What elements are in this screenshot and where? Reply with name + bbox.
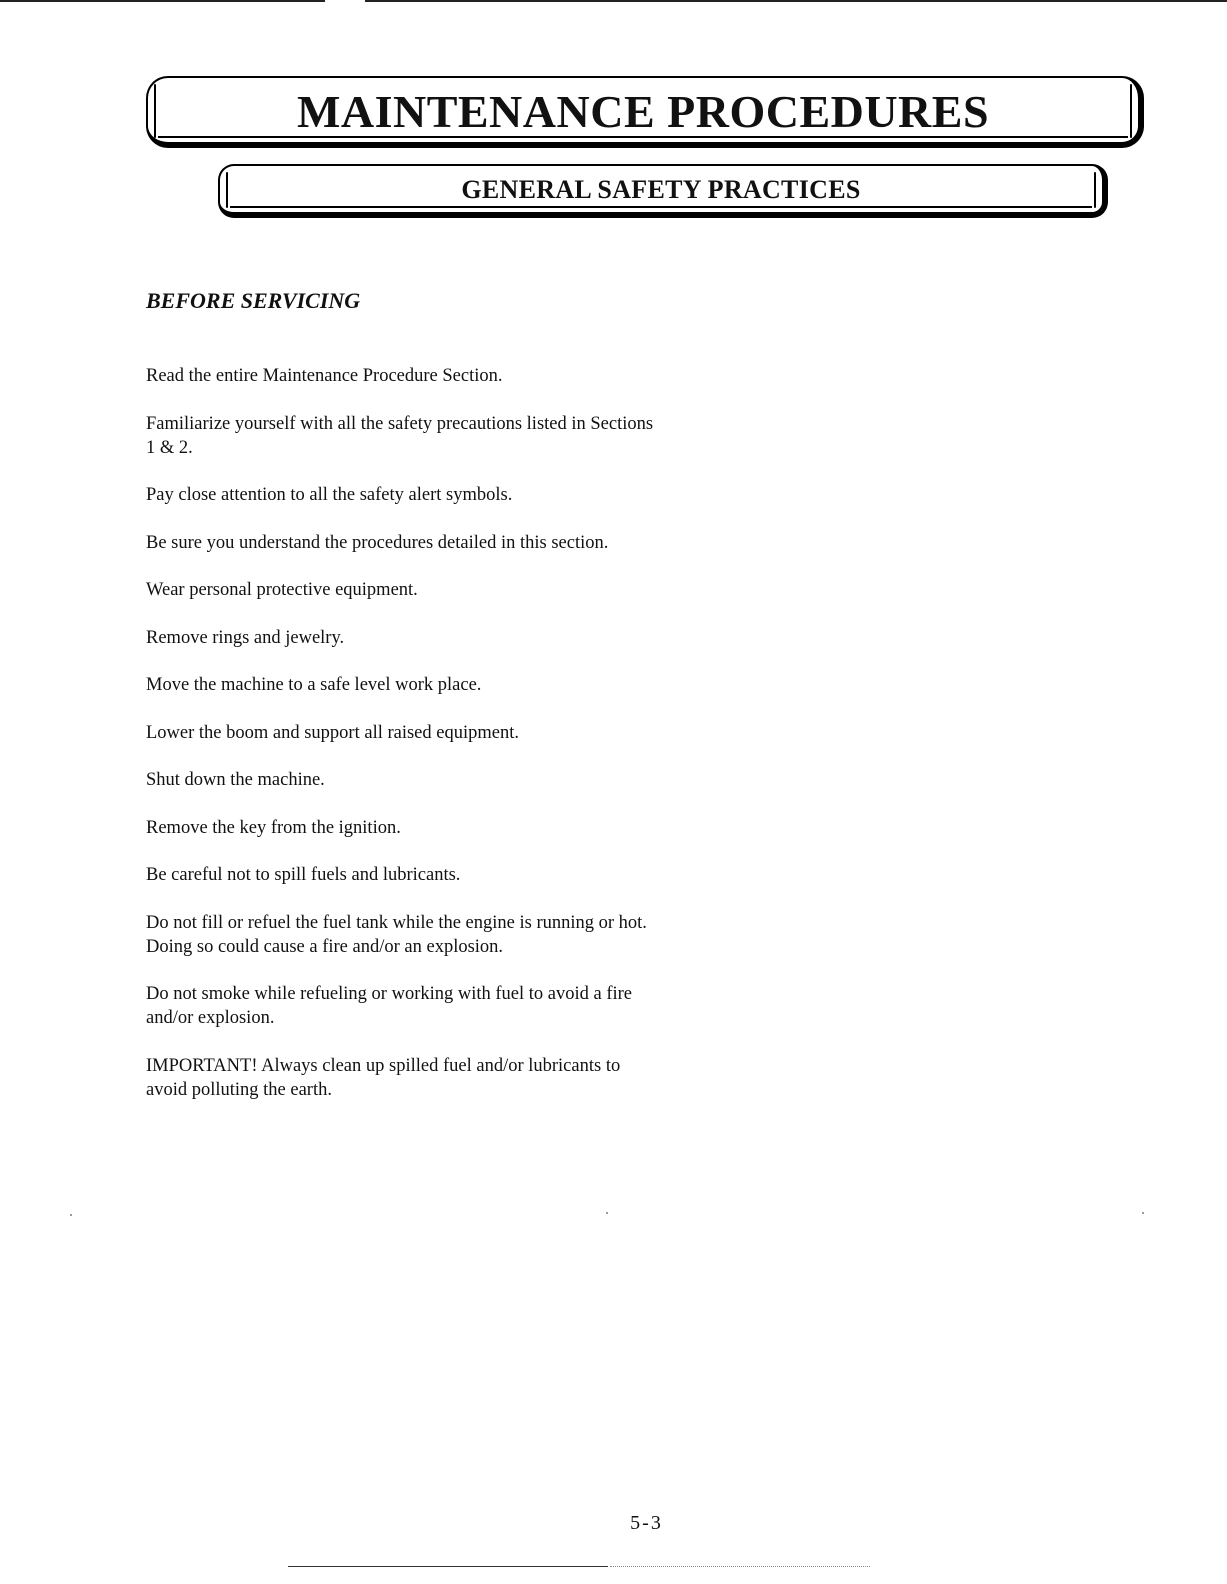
safety-item: Lower the boom and support all raised equipment. [146,722,519,743]
safety-item: Be careful not to spill fuels and lubricants. [146,865,461,885]
scan-speck [606,1212,608,1214]
safety-item: Shut down the machine. [146,770,325,790]
safety-list [146,364,656,1125]
safety-item: Wear personal protective equipment. [146,580,418,600]
safety-item: Move the machine to a safe level work place. [146,675,482,695]
safety-item: Read the entire Maintenance Procedure Section. [146,366,503,386]
frame-underline [230,206,1092,208]
page-title: MAINTENANCE PROCEDURES [296,86,990,137]
safety-item: Remove rings and jewelry. [146,627,345,648]
page-number: 5-3 [630,1512,663,1534]
subtitle-frame [218,164,1108,218]
section-heading: BEFORE SERVICING [146,288,361,313]
safety-item: Familiarize yourself with all the safety precautions listed in Sections 1 & 2. [146,413,654,458]
safety-item: IMPORTANT! Always clean up spilled fuel and/or lubricants to avoid polluting the earth. [146,1055,621,1100]
safety-item: Be sure you understand the procedures detailed in this section. [146,532,609,553]
section-subtitle: GENERAL SAFETY PRACTICES [461,175,861,204]
scan-border-bottom [288,1566,608,1567]
scan-border-top [0,0,1227,2]
safety-item: Remove the key from the ignition. [146,817,401,838]
scan-border-bottom-faint [610,1566,870,1567]
scan-speck [1142,1212,1144,1214]
safety-item: Do not fill or refuel the fuel tank while the engine is running or hot. Doing so could cause a fire and/or an explosion. [146,912,647,957]
main-title-frame [146,76,1144,148]
safety-item: Pay close attention to all the safety alert symbols. [146,485,513,505]
scan-speck [70,1214,72,1216]
safety-item: Do not smoke while refueling or working with fuel to avoid a fire and/or explosion. [146,984,633,1028]
